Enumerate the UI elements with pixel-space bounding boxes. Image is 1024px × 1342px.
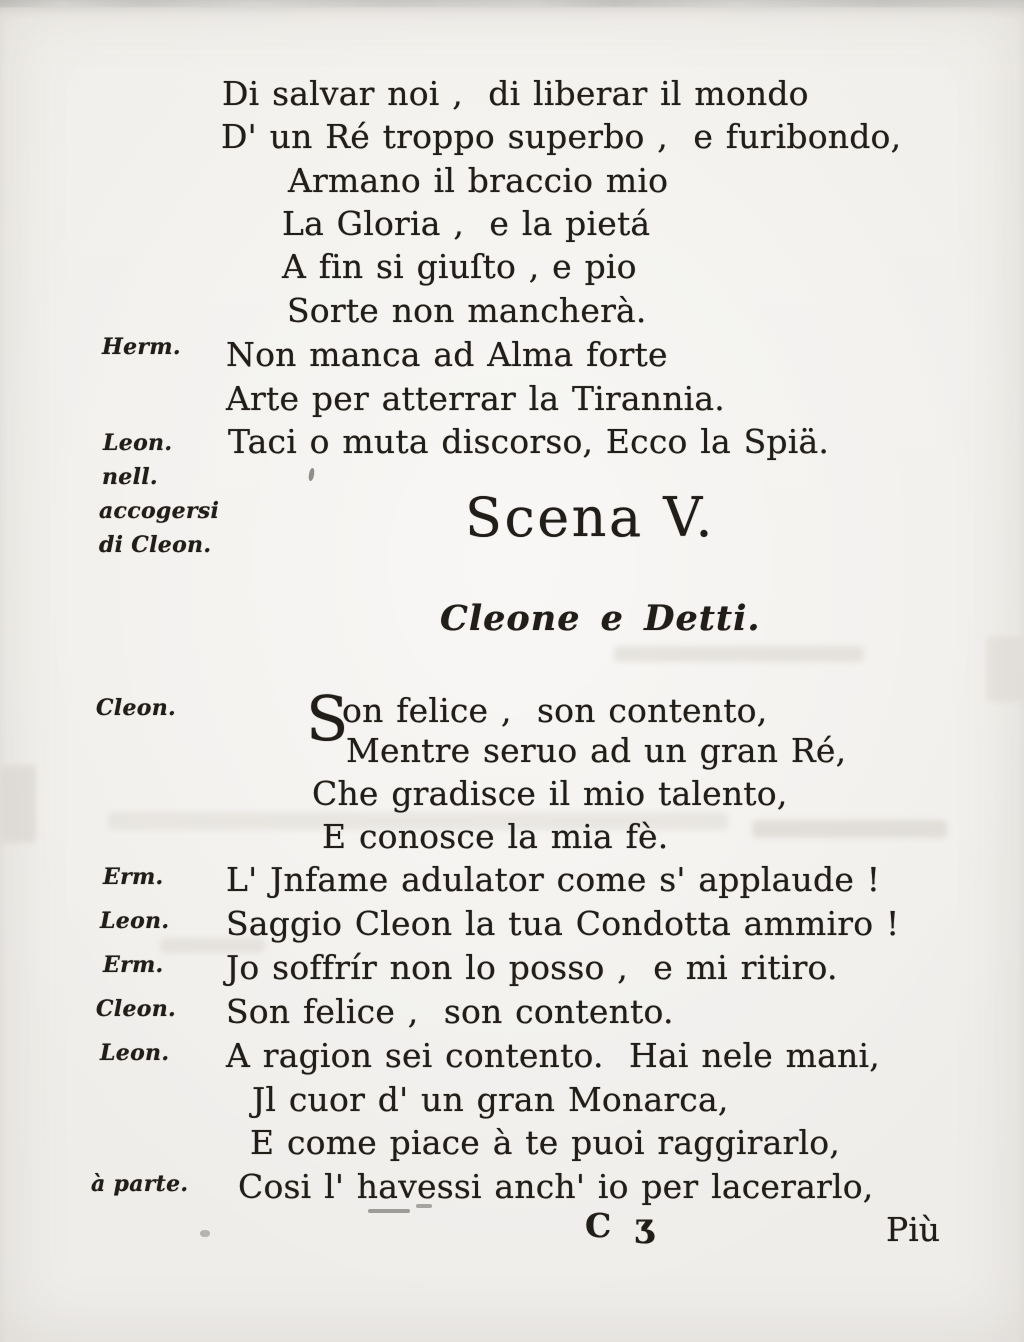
verse-line: A ragion sei contento. Hai nele mani, bbox=[226, 1036, 880, 1075]
signature-mark: C ʒ bbox=[585, 1206, 660, 1245]
verse-line: Che gradisce il mio talento, bbox=[312, 774, 788, 813]
margin-note-a-parte: à parte. bbox=[91, 1171, 189, 1197]
margin-note-herm: Herm. bbox=[102, 334, 181, 360]
verse-line: Saggio Cleon la tua Condotta ammiro ! bbox=[226, 904, 900, 943]
margin-note-leon: Leon. bbox=[103, 430, 173, 456]
ink-smudge-artifact bbox=[368, 1209, 410, 1213]
margin-note-cleon: Cleon. bbox=[96, 695, 176, 721]
verse-line: Non manca ad Alma forte bbox=[226, 335, 668, 374]
margin-note-leon: Leon. bbox=[100, 1040, 170, 1066]
verse-line: D' un Ré troppo superbo , e furibondo, bbox=[221, 117, 902, 156]
verse-line: Taci o muta discorso, Ecco la Spiä. bbox=[228, 422, 830, 461]
margin-note-nell: nell. bbox=[102, 464, 158, 490]
verse-line: Arte per atterrar la Tirannia. bbox=[226, 379, 725, 418]
bleed-through-artifact bbox=[0, 765, 36, 843]
verse-line: Di salvar noi , di liberar il mondo bbox=[222, 74, 809, 113]
bleed-through-artifact bbox=[752, 820, 947, 838]
verse-line: La Gloria , e la pietá bbox=[282, 204, 651, 243]
verse-line: A fin si giuſto , e pio bbox=[282, 247, 637, 286]
verse-line: E come piace à te puoi raggirarlo, bbox=[250, 1123, 841, 1162]
margin-note-accogersi: accogersi bbox=[99, 498, 220, 524]
margin-note-di-cleon: di Cleon. bbox=[99, 532, 212, 558]
cast-heading: Cleone e Detti. bbox=[440, 598, 761, 639]
scan-edge-artifact bbox=[0, 0, 1024, 7]
verse-line: on felice , son contento, bbox=[342, 691, 768, 730]
bleed-through-artifact bbox=[614, 646, 864, 662]
margin-note-erm: Erm. bbox=[103, 952, 164, 978]
verse-line: L' Jnfame adulator come s' applaude ! bbox=[226, 860, 881, 899]
verse-line: Sorte non mancherà. bbox=[287, 291, 647, 330]
verse-line: Jl cuor d' un gran Monarca, bbox=[252, 1080, 729, 1119]
ink-speck-artifact bbox=[308, 468, 315, 482]
verse-line: Jo soffrír non lo posso , e mi ritiro. bbox=[226, 948, 838, 987]
margin-note-erm: Erm. bbox=[103, 864, 164, 890]
margin-note-leon: Leon. bbox=[100, 908, 170, 934]
drop-cap-initial: S bbox=[306, 682, 349, 755]
scene-heading: Scena V. bbox=[464, 486, 716, 549]
verse-line: Cosi l' havessi anch' io per lacerarlo, bbox=[238, 1167, 874, 1206]
ink-speck-artifact bbox=[200, 1230, 210, 1237]
verse-line: Mentre seruo ad un gran Ré, bbox=[346, 731, 847, 770]
margin-note-cleon: Cleon. bbox=[96, 996, 176, 1022]
bleed-through-artifact bbox=[986, 636, 1024, 702]
verse-line: Son felice , son contento. bbox=[226, 992, 674, 1031]
verse-line: Armano il braccio mio bbox=[288, 161, 669, 200]
verse-line: E conosce la mia fè. bbox=[322, 817, 669, 856]
catchword: Più bbox=[886, 1210, 941, 1249]
